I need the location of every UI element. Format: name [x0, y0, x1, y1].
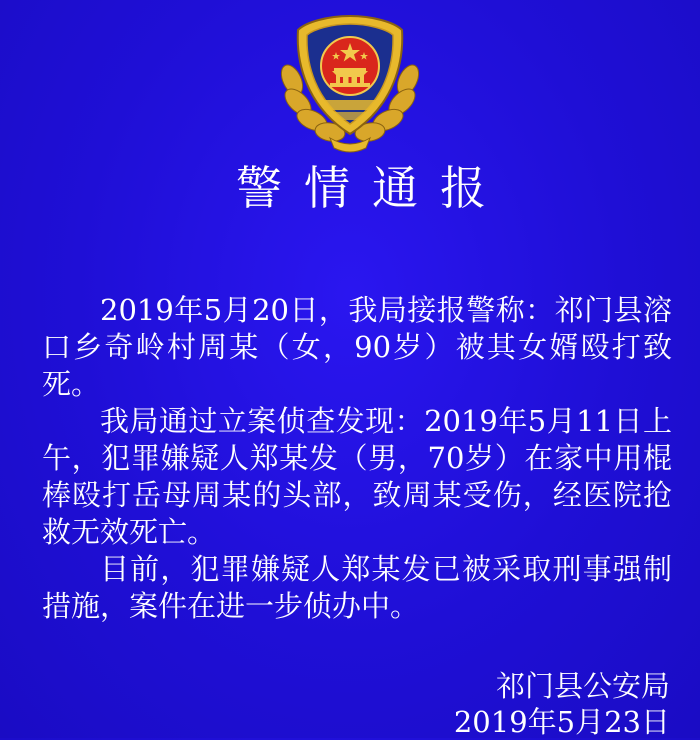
issuer-name: 祁门县公安局	[495, 669, 670, 703]
police-emblem-icon	[270, 10, 430, 155]
notice-title: 警情通报	[236, 161, 508, 215]
notice-paragraph: 2019年5月20日，我局接报警称：祁门县溶口乡奇岭村周某（女，90岁）被其女婿殴打致死。	[42, 293, 672, 401]
issue-date: 2019年5月23日	[453, 705, 670, 739]
notice-paragraph: 我局通过立案侦查发现：2019年5月11日上午，犯罪嫌疑人郑某发（男，70岁）在家中用棍棒殴打岳母周某的头部，致周某受伤，经医院抢救无效死亡。	[42, 404, 672, 549]
notice-signature	[410, 668, 670, 740]
notice-paragraph: 目前，犯罪嫌疑人郑某发已被采取刑事强制措施，案件在进一步侦办中。	[42, 552, 672, 623]
notice-body	[42, 292, 672, 625]
